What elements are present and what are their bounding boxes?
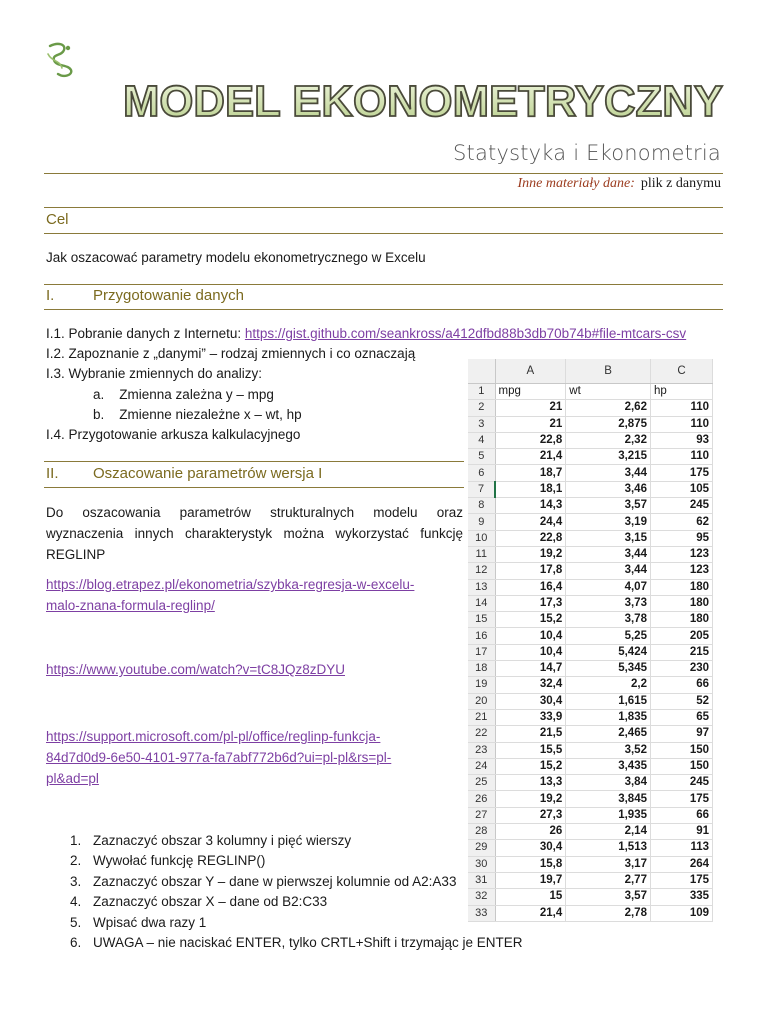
table-row xyxy=(468,742,713,758)
table-row xyxy=(468,677,713,693)
table-row xyxy=(468,628,713,644)
table-row xyxy=(468,563,713,579)
header-cell: mpg xyxy=(495,384,566,400)
data-cell: 2,465 xyxy=(566,726,651,742)
data-cell: 5,345 xyxy=(566,661,651,677)
data-cell: 109 xyxy=(650,905,712,921)
row-number: 24 xyxy=(468,758,495,774)
data-cell: 2,875 xyxy=(566,416,651,432)
data-cell: 3,17 xyxy=(566,856,651,872)
step-text: Zaznaczyć obszar 3 kolumny i pięć wierszy xyxy=(93,833,352,848)
section1-title: Przygotowanie danych xyxy=(93,287,244,304)
data-cell: 2,78 xyxy=(566,905,651,921)
goal-top-rule xyxy=(44,207,723,208)
data-cell: 3,84 xyxy=(566,775,651,791)
data-cell: 3,73 xyxy=(566,595,651,611)
data-cell: 22,8 xyxy=(495,432,566,448)
data-cell: 52 xyxy=(650,693,712,709)
table-row xyxy=(468,416,713,432)
column-header-row xyxy=(468,359,713,384)
data-cell: 3,52 xyxy=(566,742,651,758)
data-cell: 3,57 xyxy=(566,889,651,905)
list-item: a. Zmienna zależna y – mpg xyxy=(93,387,274,402)
table-row xyxy=(468,432,713,448)
data-cell: 180 xyxy=(650,612,712,628)
data-cell: 30,4 xyxy=(495,840,566,856)
table-row xyxy=(468,481,713,497)
data-cell: 15 xyxy=(495,889,566,905)
data-cell: 1,615 xyxy=(566,693,651,709)
data-cell: 2,62 xyxy=(566,400,651,416)
title-text: MODEL EKONOMETRYCZNY xyxy=(123,77,723,126)
mtcars-link[interactable]: https://gist.github.com/seankross/a412dfbd88b3db70b74b#file-mtcars-csv xyxy=(244,326,687,341)
row-number: 30 xyxy=(468,856,495,872)
table-row xyxy=(468,758,713,774)
spreadsheet-table xyxy=(468,359,713,922)
youtube-link-block xyxy=(46,660,345,680)
row-number: 5 xyxy=(468,449,495,465)
corner-cell xyxy=(468,359,495,384)
data-cell: 123 xyxy=(650,546,712,562)
table-row xyxy=(468,612,713,628)
data-cell: 19,7 xyxy=(495,872,566,888)
data-cell: 4,07 xyxy=(566,579,651,595)
list-item: I.4. Przygotowanie arkusza kalkulacyjnego xyxy=(46,427,301,442)
data-cell: 24,4 xyxy=(495,514,566,530)
row-number: 28 xyxy=(468,824,495,840)
microsoft-link[interactable]: https://support.microsoft.com/pl-pl/office/reglinp-funkcja- xyxy=(46,729,381,744)
data-cell: 264 xyxy=(650,856,712,872)
data-cell: 180 xyxy=(650,595,712,611)
table-row xyxy=(468,579,713,595)
section2-number: II. xyxy=(46,465,59,482)
data-cell: 2,2 xyxy=(566,677,651,693)
data-cell: 10,4 xyxy=(495,644,566,660)
data-cell: 21 xyxy=(495,416,566,432)
table-row xyxy=(468,856,713,872)
data-cell: 110 xyxy=(650,400,712,416)
section1-number: I. xyxy=(46,287,55,304)
data-cell: 66 xyxy=(650,807,712,823)
list-item: I.3. Wybranie zmiennych do analizy: xyxy=(46,366,263,381)
table-row xyxy=(468,595,713,611)
data-cell: 110 xyxy=(650,416,712,432)
section2-bottom-rule xyxy=(44,487,464,488)
data-cell: 13,3 xyxy=(495,775,566,791)
data-cell: 3,215 xyxy=(566,449,651,465)
etrapez-link-block xyxy=(46,574,414,616)
row-number: 12 xyxy=(468,563,495,579)
row-number: 17 xyxy=(468,644,495,660)
data-cell: 22,8 xyxy=(495,530,566,546)
section1-bottom-rule xyxy=(44,309,723,310)
row-number: 32 xyxy=(468,889,495,905)
step-text: Zaznaczyć obszar Y – dane w pierwszej kolumnie od A2:A33 xyxy=(93,874,457,889)
data-cell: 93 xyxy=(650,432,712,448)
data-cell: 205 xyxy=(650,628,712,644)
table-row xyxy=(468,449,713,465)
column-header: B xyxy=(566,359,651,384)
data-cell: 175 xyxy=(650,791,712,807)
data-cell: 18,7 xyxy=(495,465,566,481)
section2-top-rule xyxy=(44,461,464,462)
list-item: b. Zmienne niezależne x – wt, hp xyxy=(93,407,302,422)
row-number: 4 xyxy=(468,432,495,448)
data-cell: 150 xyxy=(650,758,712,774)
microsoft-link-end[interactable]: pl&ad=pl xyxy=(46,771,99,786)
row-number: 29 xyxy=(468,840,495,856)
data-cell: 19,2 xyxy=(495,791,566,807)
data-cell: 15,8 xyxy=(495,856,566,872)
data-cell: 113 xyxy=(650,840,712,856)
data-cell: 123 xyxy=(650,563,712,579)
row-number: 22 xyxy=(468,726,495,742)
data-cell: 3,57 xyxy=(566,498,651,514)
data-cell: 105 xyxy=(650,481,712,497)
row-number: 8 xyxy=(468,498,495,514)
header-cell: wt xyxy=(566,384,651,400)
table-row xyxy=(468,498,713,514)
row-number: 23 xyxy=(468,742,495,758)
data-cell: 110 xyxy=(650,449,712,465)
section1-top-rule xyxy=(44,284,723,285)
data-cell: 27,3 xyxy=(495,807,566,823)
table-row xyxy=(468,661,713,677)
data-cell: 335 xyxy=(650,889,712,905)
data-cell: 95 xyxy=(650,530,712,546)
data-cell: 30,4 xyxy=(495,693,566,709)
data-cell: 175 xyxy=(650,872,712,888)
microsoft-link-block xyxy=(46,726,391,789)
data-cell: 180 xyxy=(650,579,712,595)
data-cell: 97 xyxy=(650,726,712,742)
table-row xyxy=(468,726,713,742)
data-cell: 91 xyxy=(650,824,712,840)
table-row xyxy=(468,546,713,562)
data-cell: 26 xyxy=(495,824,566,840)
microsoft-link-cont[interactable]: 84d7d0d9-6e50-4101-977a-fa7abf772b6d?ui=pl-pl&rs=pl- xyxy=(46,750,392,765)
data-cell: 1,835 xyxy=(566,709,651,725)
row-number: 13 xyxy=(468,579,495,595)
row-number: 31 xyxy=(468,872,495,888)
data-cell: 5,424 xyxy=(566,644,651,660)
data-cell: 66 xyxy=(650,677,712,693)
materials-line xyxy=(517,176,721,192)
youtube-link[interactable]: https://www.youtube.com/watch?v=tC8JQz8zDYU xyxy=(46,662,345,677)
header-cell: hp xyxy=(650,384,712,400)
goal-heading: Cel xyxy=(46,211,69,228)
data-cell: 17,3 xyxy=(495,595,566,611)
data-cell: 175 xyxy=(650,465,712,481)
data-cell: 1,935 xyxy=(566,807,651,823)
section2-intro: Do oszacowania parametrów strukturalnych modelu oraz wyznaczenia innych charakterystyk można wykorzystać funkcję REGLINP xyxy=(46,505,463,562)
subtitle: Statystyka i Ekonometria xyxy=(453,141,721,165)
column-header: C xyxy=(650,359,712,384)
table-row xyxy=(468,514,713,530)
data-cell: 1,513 xyxy=(566,840,651,856)
goal-text: Jak oszacować parametry modelu ekonometrycznego w Excelu xyxy=(46,250,426,265)
step-text: UWAGA – nie naciskać ENTER, tylko CRTL+Shift i trzymając je ENTER xyxy=(93,935,523,950)
row-number: 33 xyxy=(468,905,495,921)
table-row xyxy=(468,889,713,905)
data-cell: 3,19 xyxy=(566,514,651,530)
row-number: 18 xyxy=(468,661,495,677)
row-number: 7 xyxy=(468,481,495,497)
data-cell: 3,15 xyxy=(566,530,651,546)
goal-bottom-rule xyxy=(44,233,723,234)
table-row xyxy=(468,384,713,400)
data-cell: 21,5 xyxy=(495,726,566,742)
row-number: 9 xyxy=(468,514,495,530)
table-row xyxy=(468,824,713,840)
row-number: 26 xyxy=(468,791,495,807)
data-cell: 3,44 xyxy=(566,465,651,481)
table-row xyxy=(468,465,713,481)
data-cell: 15,2 xyxy=(495,612,566,628)
data-cell: 2,14 xyxy=(566,824,651,840)
data-cell: 2,77 xyxy=(566,872,651,888)
logo-icon xyxy=(44,40,78,78)
page-title xyxy=(120,72,726,126)
data-cell: 3,845 xyxy=(566,791,651,807)
table-row xyxy=(468,840,713,856)
row-number: 6 xyxy=(468,465,495,481)
data-cell: 10,4 xyxy=(495,628,566,644)
data-cell: 3,46 xyxy=(566,481,651,497)
row-number: 15 xyxy=(468,612,495,628)
data-cell: 15,5 xyxy=(495,742,566,758)
column-header: A xyxy=(495,359,566,384)
table-row xyxy=(468,807,713,823)
data-cell: 21,4 xyxy=(495,905,566,921)
data-cell: 215 xyxy=(650,644,712,660)
step-text: Zaznaczyć obszar X – dane od B2:C33 xyxy=(93,894,328,909)
data-cell: 14,7 xyxy=(495,661,566,677)
table-row xyxy=(468,693,713,709)
list-item: I.1. Pobranie danych z Internetu: https://gist.github.com/seankross/a412dfbd88b3db70b74b#file-mtcars-csv xyxy=(46,326,687,341)
data-cell: 18,1 xyxy=(495,481,566,497)
data-cell: 21,4 xyxy=(495,449,566,465)
step-text: Wpisać dwa razy 1 xyxy=(93,915,207,930)
data-cell: 17,8 xyxy=(495,563,566,579)
data-cell: 245 xyxy=(650,775,712,791)
row-number: 2 xyxy=(468,400,495,416)
data-cell: 16,4 xyxy=(495,579,566,595)
row-number: 25 xyxy=(468,775,495,791)
data-cell: 15,2 xyxy=(495,758,566,774)
etrapez-link[interactable]: https://blog.etrapez.pl/ekonometria/szybka-regresja-w-excelu- xyxy=(46,577,415,592)
materials-label: Inne materiały dane: xyxy=(517,176,635,191)
row-number: 27 xyxy=(468,807,495,823)
data-cell: 62 xyxy=(650,514,712,530)
data-cell: 2,32 xyxy=(566,432,651,448)
data-cell: 3,78 xyxy=(566,612,651,628)
data-cell: 14,3 xyxy=(495,498,566,514)
row-number: 19 xyxy=(468,677,495,693)
data-cell: 21 xyxy=(495,400,566,416)
row-number: 20 xyxy=(468,693,495,709)
data-cell: 3,44 xyxy=(566,563,651,579)
step-text: Wywołać funkcję REGLINP() xyxy=(93,853,266,868)
row-number: 1 xyxy=(468,384,495,400)
table-row xyxy=(468,791,713,807)
row-number: 14 xyxy=(468,595,495,611)
table-row xyxy=(468,709,713,725)
data-cell: 245 xyxy=(650,498,712,514)
table-row xyxy=(468,530,713,546)
row-number: 3 xyxy=(468,416,495,432)
table-row xyxy=(468,872,713,888)
data-cell: 32,4 xyxy=(495,677,566,693)
materials-value: plik z danymu xyxy=(640,176,721,191)
header-divider xyxy=(44,173,723,174)
data-cell: 33,9 xyxy=(495,709,566,725)
data-cell: 3,44 xyxy=(566,546,651,562)
row-number: 16 xyxy=(468,628,495,644)
data-cell: 19,2 xyxy=(495,546,566,562)
row-number: 21 xyxy=(468,709,495,725)
data-cell: 230 xyxy=(650,661,712,677)
table-row xyxy=(468,644,713,660)
list-item: I.2. Zapoznanie z „danymi” – rodzaj zmiennych i co oznaczają xyxy=(46,346,416,361)
row-number: 11 xyxy=(468,546,495,562)
etrapez-link-cont[interactable]: malo-znana-formula-reglinp/ xyxy=(46,598,215,613)
table-row xyxy=(468,400,713,416)
section2-title: Oszacowanie parametrów wersja I xyxy=(93,465,323,482)
table-row xyxy=(468,905,713,921)
data-cell: 5,25 xyxy=(566,628,651,644)
data-cell: 3,435 xyxy=(566,758,651,774)
row-number: 10 xyxy=(468,530,495,546)
data-cell: 65 xyxy=(650,709,712,725)
data-cell: 150 xyxy=(650,742,712,758)
table-row xyxy=(468,775,713,791)
